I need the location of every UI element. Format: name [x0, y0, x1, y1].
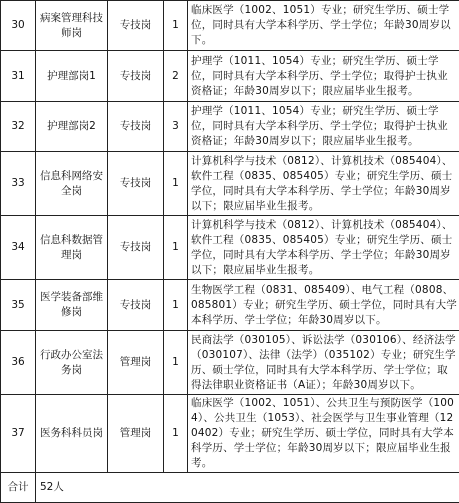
- table-row: [1, 51, 459, 102]
- table-row: [1, 102, 459, 152]
- post-requirements: 计算机科学与技术（0812）、计算机技术（085404）、软件工程（0835、085405）专业；研究生学历、硕士学位，同时具有大学本科学历、学士学位；年龄30周岁以下；限应届毕业生报考。: [188, 152, 459, 216]
- row-number: 30: [1, 1, 36, 51]
- post-count: 1: [164, 280, 188, 331]
- post-name: 信息科数据管理岗: [36, 216, 108, 280]
- row-number: 37: [1, 395, 36, 473]
- post-count: 3: [164, 102, 188, 152]
- post-type: 专技岗: [108, 1, 164, 51]
- post-type: 专技岗: [108, 51, 164, 102]
- table-row: [1, 280, 459, 331]
- table-row: [1, 395, 459, 473]
- post-name: 护理部岗1: [36, 51, 108, 102]
- post-count: 1: [164, 331, 188, 395]
- row-number: 32: [1, 102, 36, 152]
- total-value: 52人: [36, 473, 459, 503]
- post-type: 专技岗: [108, 216, 164, 280]
- post-requirements: 生物医学工程（0831、085409）、电气工程（0808、085801）专业；研究生学历、硕士学位，同时具有大学本科学历、学士学位；年龄30周岁以下。: [188, 280, 459, 331]
- post-count: 1: [164, 395, 188, 473]
- row-number: 36: [1, 331, 36, 395]
- table-row: [1, 152, 459, 216]
- post-name: 行政办公室法务岗: [36, 331, 108, 395]
- post-type: 管理岗: [108, 331, 164, 395]
- post-type: 专技岗: [108, 102, 164, 152]
- post-requirements: 护理学（1011、1054）专业；研究生学历、硕士学位，同时具有大学本科学历、学士学位；取得护士执业资格证；年龄30周岁以下；限应届毕业生报考。: [188, 51, 459, 102]
- post-requirements: 护理学（1011、1054）专业；研究生学历、硕士学位，同时具有大学本科学历、学士学位；取得护士执业资格证；年龄30周岁以下；限应届毕业生报考。: [188, 102, 459, 152]
- row-number: 34: [1, 216, 36, 280]
- table-row: [1, 331, 459, 395]
- row-number: 35: [1, 280, 36, 331]
- post-name: 病案管理科技师岗: [36, 1, 108, 51]
- row-number: 31: [1, 51, 36, 102]
- post-name: 医务科科员岗: [36, 395, 108, 473]
- post-type: 专技岗: [108, 152, 164, 216]
- total-row: [1, 473, 459, 503]
- post-type: 管理岗: [108, 395, 164, 473]
- post-count: 2: [164, 51, 188, 102]
- post-requirements: 民商法学（030105）、诉讼法学（030106）、经济法学（030107）、法律（法学）（035102）专业；研究生学历、硕士学位，同时具有大学本科学历、学士学位；取得法律职业资格证书（A证）；年龄30周岁以下。: [188, 331, 459, 395]
- post-name: 医学装备部维修岗: [36, 280, 108, 331]
- post-requirements: 计算机科学与技术（0812）、计算机技术（085404）、软件工程（0835、085405）专业；研究生学历、硕士学位，同时具有大学本科学历、学士学位；年龄30周岁以下；限应届毕业生报考。: [188, 216, 459, 280]
- post-count: 1: [164, 1, 188, 51]
- post-type: 专技岗: [108, 280, 164, 331]
- row-number: 33: [1, 152, 36, 216]
- post-count: 1: [164, 216, 188, 280]
- total-label: 合计: [1, 473, 36, 503]
- post-name: 信息科网络安全岗: [36, 152, 108, 216]
- post-requirements: 临床医学（1002、1051）专业；研究生学历、硕士学位，同时具有大学本科学历、学士学位；年龄30周岁以下。: [188, 1, 459, 51]
- post-requirements: 临床医学（1002、1051）、公共卫生与预防医学（1004）、公共卫生（1053）、社会医学与卫生事业管理（120402）专业；研究生学历、硕士学位，同时具有大学本科学历、学士学位；年龄30周岁以下；限应届毕业生报考。: [188, 395, 459, 473]
- table-row: [1, 1, 459, 51]
- post-name: 护理部岗2: [36, 102, 108, 152]
- post-count: 1: [164, 152, 188, 216]
- table-row: [1, 216, 459, 280]
